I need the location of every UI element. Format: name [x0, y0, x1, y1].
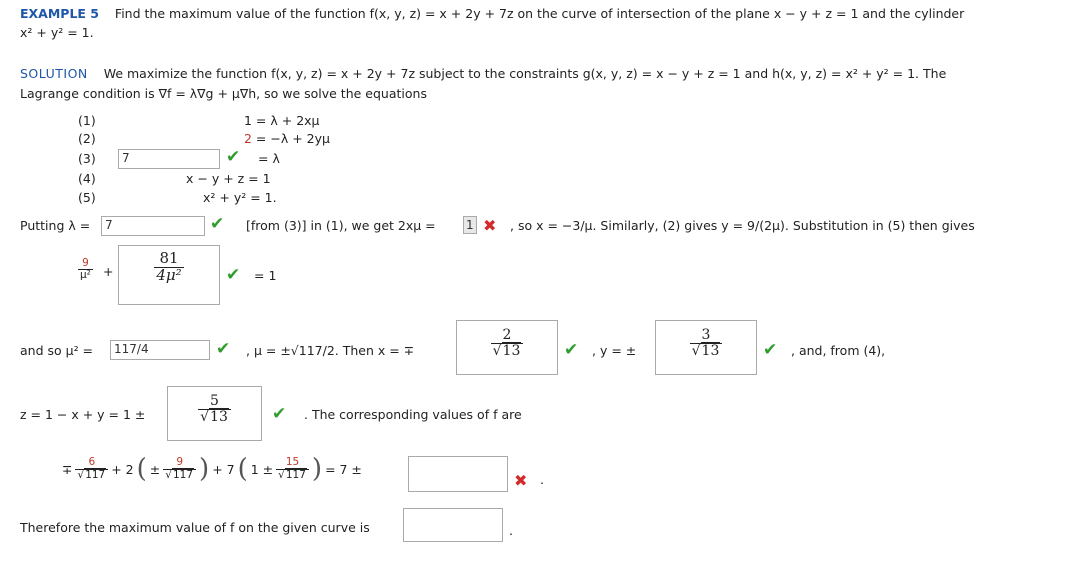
plus-seven: + 7	[212, 461, 235, 477]
check-icon: ✔	[216, 339, 231, 359]
eq-1	[244, 113, 320, 128]
check-icon: ✔	[564, 340, 579, 360]
y-answer-box[interactable]: $\frac{3}{√13}$	[655, 320, 757, 375]
z-suffix: . The corresponding values of f are	[304, 407, 522, 422]
t2-den: 117	[172, 468, 194, 481]
eq-number-4: (4)	[78, 171, 96, 186]
solution-paragraph	[20, 66, 946, 81]
t3-num: 15	[285, 456, 300, 469]
example-text: Find the maximum value of the function f(x, y, z) = x + 2y + 7z on the curve of intersection of the plane x − y + z = 1 and the cylinder	[114, 6, 965, 21]
check-icon: ✔	[272, 404, 287, 424]
z-num: 5	[210, 393, 219, 409]
t1-den: 117	[85, 468, 106, 481]
plus-sign: +	[103, 264, 114, 279]
z-den: 13	[210, 408, 228, 425]
putting-after: , so x = −3/μ. Similarly, (2) gives y = 9/(2μ). Substitution in (5) then gives	[510, 218, 975, 233]
frac1-num: 9	[82, 257, 89, 269]
one-pm: 1 ±	[250, 461, 274, 477]
example-text-line2: x² + y² = 1.	[20, 25, 94, 40]
x-num: 2	[502, 327, 512, 343]
z-prefix: z = 1 − x + y = 1 ±	[20, 407, 146, 422]
putting-text: [from (3)] in (1), we get 2xμ =	[246, 218, 436, 233]
eq-2	[244, 131, 330, 146]
check-icon: ✔	[210, 214, 225, 234]
mp-sign: ∓	[62, 461, 73, 477]
eq-1-rhs: = λ + 2xμ	[251, 113, 320, 128]
eq-number-1: (1)	[78, 113, 96, 128]
pm-sign: ±	[149, 461, 161, 477]
f-values-dot: .	[540, 472, 544, 487]
y-den: 13	[701, 342, 720, 359]
eq-2-lhs: 2	[244, 131, 252, 146]
final-dot: .	[509, 523, 513, 538]
subst-answer-box[interactable]	[118, 245, 220, 305]
check-icon: ✔	[226, 265, 241, 285]
equals-seven-pm: = 7 ±	[325, 461, 362, 477]
subst-box-num: 81	[159, 249, 179, 267]
cross-icon: ✖	[483, 216, 497, 235]
y-prefix: , y = ±	[592, 343, 637, 358]
subst-box-den: 4μ²	[156, 265, 182, 284]
putting-prefix: Putting λ =	[20, 218, 91, 233]
final-text: Therefore the maximum value of f on the given curve is	[20, 520, 370, 535]
eq-number-2: (2)	[78, 131, 96, 146]
eq-3-input[interactable]: 7	[118, 149, 220, 169]
eq-2-rhs: = −λ + 2yμ	[251, 131, 330, 146]
lambda-input[interactable]: 7	[101, 216, 205, 236]
andso-suffix: , and, from (4),	[791, 343, 886, 358]
eq-1-lhs: 1	[244, 113, 252, 128]
frac1-den: μ²	[80, 269, 91, 282]
solution-text-line2: Lagrange condition is ∇f = λ∇g + μ∇h, so we solve the equations	[20, 86, 427, 101]
right-paren: )	[311, 454, 323, 484]
frac-9-over-mu2	[78, 258, 93, 281]
f-values-expression: ∓ $\frac{6}{√117}$ + 2 ( ± $\frac{9}{√117}$ ) + 7 ( 1 ± $\frac{15}{√117}$ ) = 7 ±	[62, 454, 362, 484]
left-paren: (	[136, 454, 147, 484]
max-value-input[interactable]	[403, 508, 503, 542]
x-den: 13	[502, 342, 521, 359]
t1-num: 6	[88, 456, 96, 469]
andso-mid: , μ = ±√117/2. Then x = ∓	[246, 343, 415, 358]
left-paren: (	[237, 454, 248, 484]
t3-den: 117	[285, 468, 306, 481]
x-answer-box[interactable]: $\frac{2}{√13}$	[456, 320, 558, 375]
z-answer-box[interactable]: $\frac{5}{√13}$	[167, 386, 262, 441]
check-icon: ✔	[763, 340, 778, 360]
subst-equals: = 1	[254, 268, 277, 283]
eq-number-5: (5)	[78, 190, 96, 205]
example-label: EXAMPLE 5	[20, 6, 100, 21]
andso-prefix: and so μ² =	[20, 343, 94, 358]
solution-label: SOLUTION	[20, 66, 88, 81]
two-x-mu-input[interactable]: 1	[463, 216, 477, 234]
cross-icon: ✖	[514, 471, 528, 490]
t2-num: 9	[176, 456, 183, 469]
y-num: 3	[701, 327, 711, 343]
plus-two: + 2	[111, 461, 134, 477]
solution-text: We maximize the function f(x, y, z) = x + 2y + 7z subject to the constraints g(x, y, z) = x − y + z = 1 and h(x, y, z) = x² + y² = 1. The	[103, 66, 947, 81]
eq-number-3: (3)	[78, 151, 96, 166]
eq-5: x² + y² = 1.	[203, 190, 277, 205]
right-paren: )	[199, 454, 210, 484]
check-icon: ✔	[226, 147, 241, 167]
eq-4: x − y + z = 1	[186, 171, 271, 186]
mu-squared-input[interactable]: 117/4	[110, 340, 210, 360]
eq-3-rhs: = λ	[258, 151, 280, 166]
f-value-input[interactable]	[408, 456, 508, 492]
example-statement	[20, 6, 964, 21]
